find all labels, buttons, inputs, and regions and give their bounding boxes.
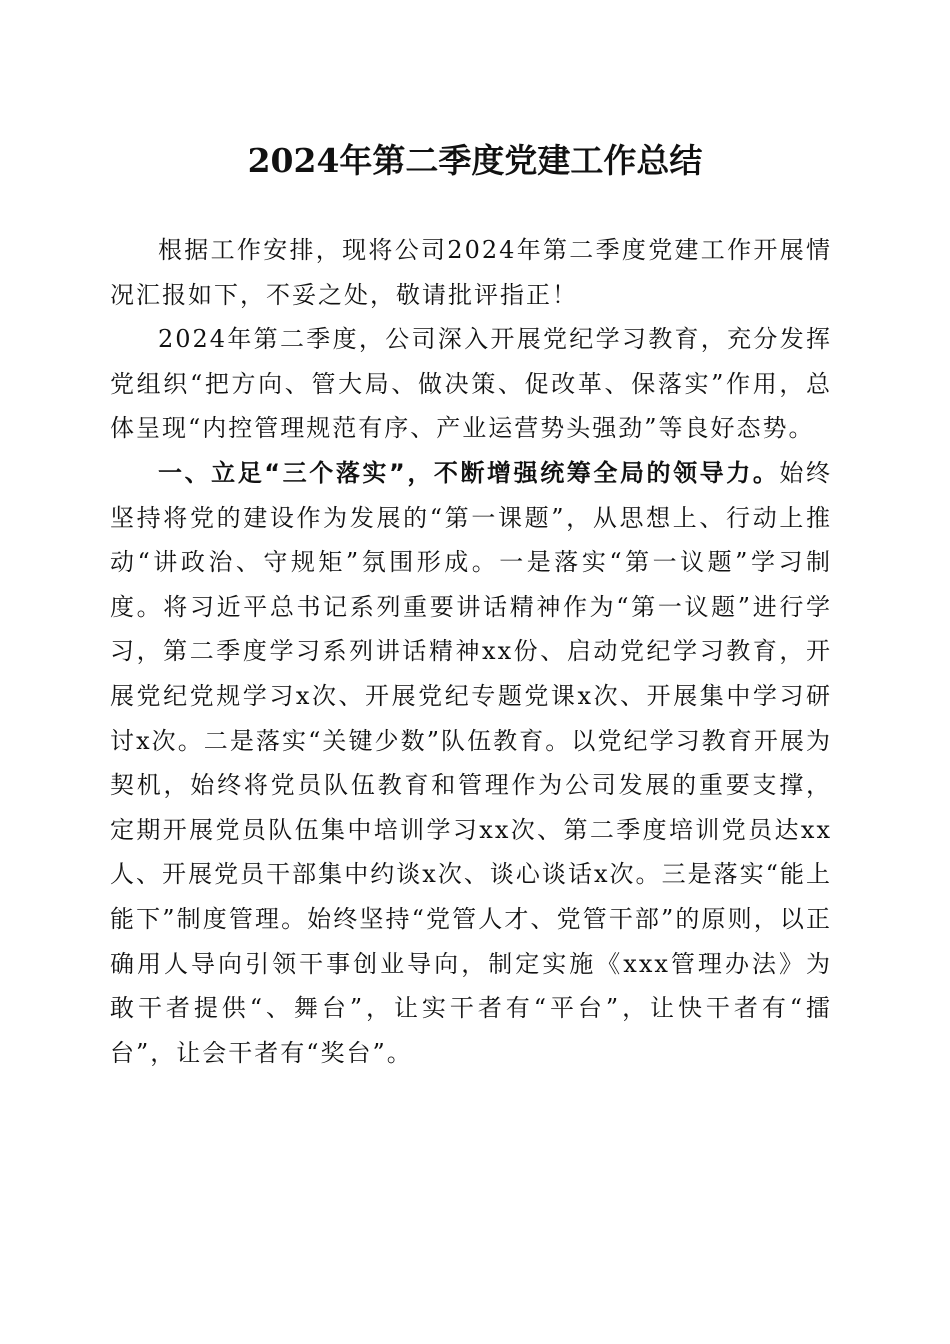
section-one-paragraph xyxy=(110,451,832,1075)
document-body xyxy=(110,228,832,1075)
overview-paragraph xyxy=(110,317,832,451)
document-title: 2024年第二季度党建工作总结 xyxy=(247,141,703,180)
section-one-text: 始终坚持将党的建设作为发展的“第一课题”，从思想上、行动上推动“讲政治、守规矩”氛围形成。一是落实“第一议题”学习制度。将习近平总书记系列重要讲话精神作为“第一议题”进行学习，第二季度学习系列讲话精神xx份、启动党纪学习教育，开展党纪党规学习x次、开展党纪专题党课x次、开展集中学习研讨x次。二是落实“关键少数”队伍教育。以党纪学习教育开展为契机，始终将党员队伍教育和管理作为公司发展的重要支撑，定期开展党员队伍集中培训学习xx次、第二季度培训党员达xx人、开展党员干部集中约谈x次、谈心谈话x次。三是落实“能上能下”制度管理。始终坚持“党管人才、党管干部”的原则，以正确用人导向引领干事创业导向，制定实施《xxx管理办法》为敢干者提供“、舞台”，让实干者有“平台”，让快干者有“擂台”，让会干者有“奖台”。 xyxy=(110,458,832,1067)
section-one-heading: 一、立足“三个落实”，不断增强统筹全局的领导力。 xyxy=(158,458,780,487)
intro-paragraph-text: 根据工作安排，现将公司2024年第二季度党建工作开展情况汇报如下，不妥之处，敬请批评指正！ xyxy=(110,236,832,309)
intro-paragraph xyxy=(110,228,832,317)
overview-paragraph-text: 2024年第二季度，公司深入开展党纪学习教育，充分发挥党组织“把方向、管大局、做决策、促改革、保落实”作用，总体呈现“内控管理规范有序、产业运营势头强劲”等良好态势。 xyxy=(110,325,832,443)
